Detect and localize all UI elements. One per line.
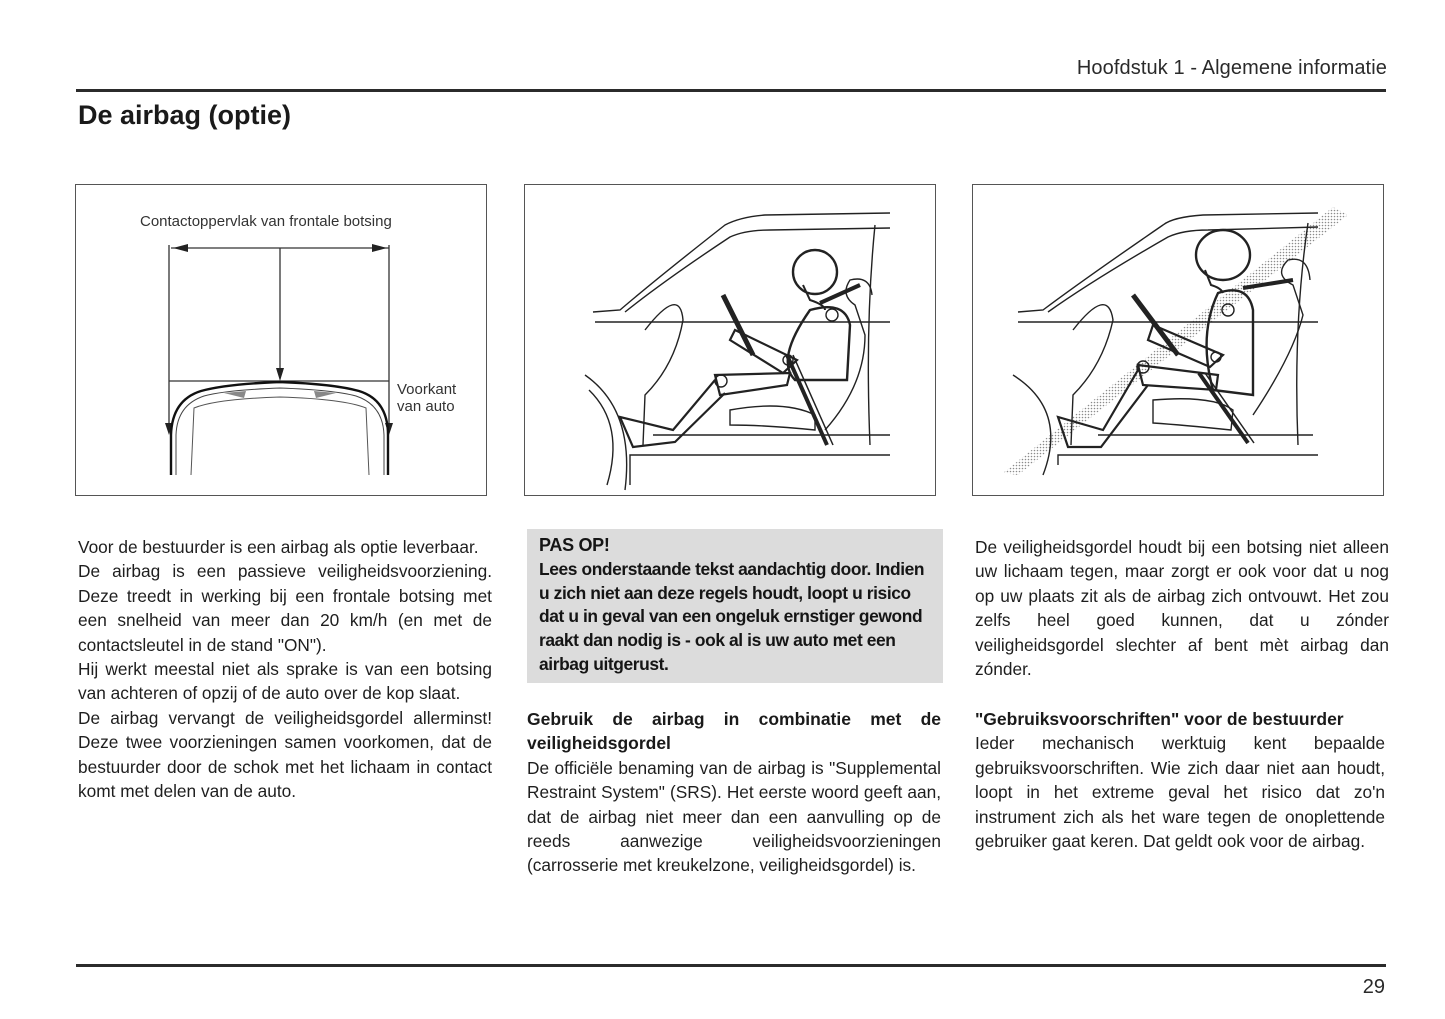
driver-seated-illustration-icon <box>525 185 937 497</box>
page-number: 29 <box>1362 976 1385 998</box>
paragraph-belt-role: De veiligheidsgordel houdt bij een botsing niet alleen uw lichaam tegen, maar zorgt er ook voor dat u nog op uw plaats zit als de airbag zich ontvouwt. Het zou zelfs heel goed kunnen, dat u zónder veiligheidsgordel slechter af bent mèt airbag dan zónder. <box>975 537 1389 680</box>
contact-surface-label: Contactoppervlak van frontale botsing <box>140 213 392 230</box>
section-usage-rules <box>975 707 1385 853</box>
figure-seated-driver <box>524 184 936 496</box>
section-airbag-with-belt <box>527 707 941 878</box>
front-of-car-label-2: van auto <box>397 398 455 415</box>
paragraph-not-replacement: De airbag vervangt de veiligheidsgordel allerminst! Deze twee voorzieningen samen voorkomen, dat de bestuurder door de schok met het lichaam in contact komt met delen van de auto. <box>78 707 492 802</box>
section-heading: Gebruik de airbag in combinatie met de veiligheidsgordel <box>527 709 941 754</box>
paragraph-option: Voor de bestuurder is een airbag als optie leverbaar. <box>78 537 479 557</box>
header-rule <box>76 89 1386 92</box>
driver-crash-illustration-icon <box>973 185 1385 497</box>
front-of-car-label-1: Voorkant <box>397 381 457 398</box>
column-belt-explanation <box>975 535 1389 681</box>
paragraph-passive-safety: De airbag is een passieve veiligheidsvoorziening. Deze treedt in werking bij een frontale botsing met een snelheid van meer dan 20 km/h (en met de contactsleutel in de stand "ON"). <box>78 561 492 655</box>
page-title: De airbag (optie) <box>78 100 292 130</box>
figure-driver-crash <box>972 184 1384 496</box>
paragraph-not-active: Hij werkt meestal niet als sprake is van een botsing van achteren of opzij of de auto over de kop slaat. <box>78 659 492 704</box>
figure-contact-surface <box>75 184 487 496</box>
car-front-outline-icon <box>76 185 488 497</box>
warning-title: PAS OP! <box>539 535 610 555</box>
warning-text: Lees onderstaande tekst aandachtig door. Indien u zich niet aan deze regels houdt, loopt u risico dat u in geval van een ongeluk ernstiger gewond raakt dan nodig is - ook al is uw auto met een airbag uitgerust. <box>539 558 925 674</box>
footer-rule <box>76 964 1386 967</box>
section-heading: "Gebruiksvoorschriften" voor de bestuurder <box>975 709 1344 729</box>
column-intro <box>78 535 492 803</box>
section-text: Ieder mechanisch werktuig kent bepaalde gebruiksvoorschriften. Wie zich daar niet aan houdt, loopt in het extreme geval het risico dat zo'n instrument zich als het ware tegen de onoplettende gebruiker gaat keren. Dat geldt ook voor de airbag. <box>975 733 1385 852</box>
section-text: De officiële benaming van de airbag is "Supplemental Restraint System" (SRS). Het eerste woord geeft aan, dat de airbag niet meer dan een aanvulling op de reeds aanwezige veiligheidsvoorzieningen (carrosserie met kreukelzone, veiligheidsgordel) is. <box>527 757 941 876</box>
warning-box <box>527 529 943 683</box>
chapter-header: Hoofdstuk 1 - Algemene informatie <box>1076 57 1387 79</box>
